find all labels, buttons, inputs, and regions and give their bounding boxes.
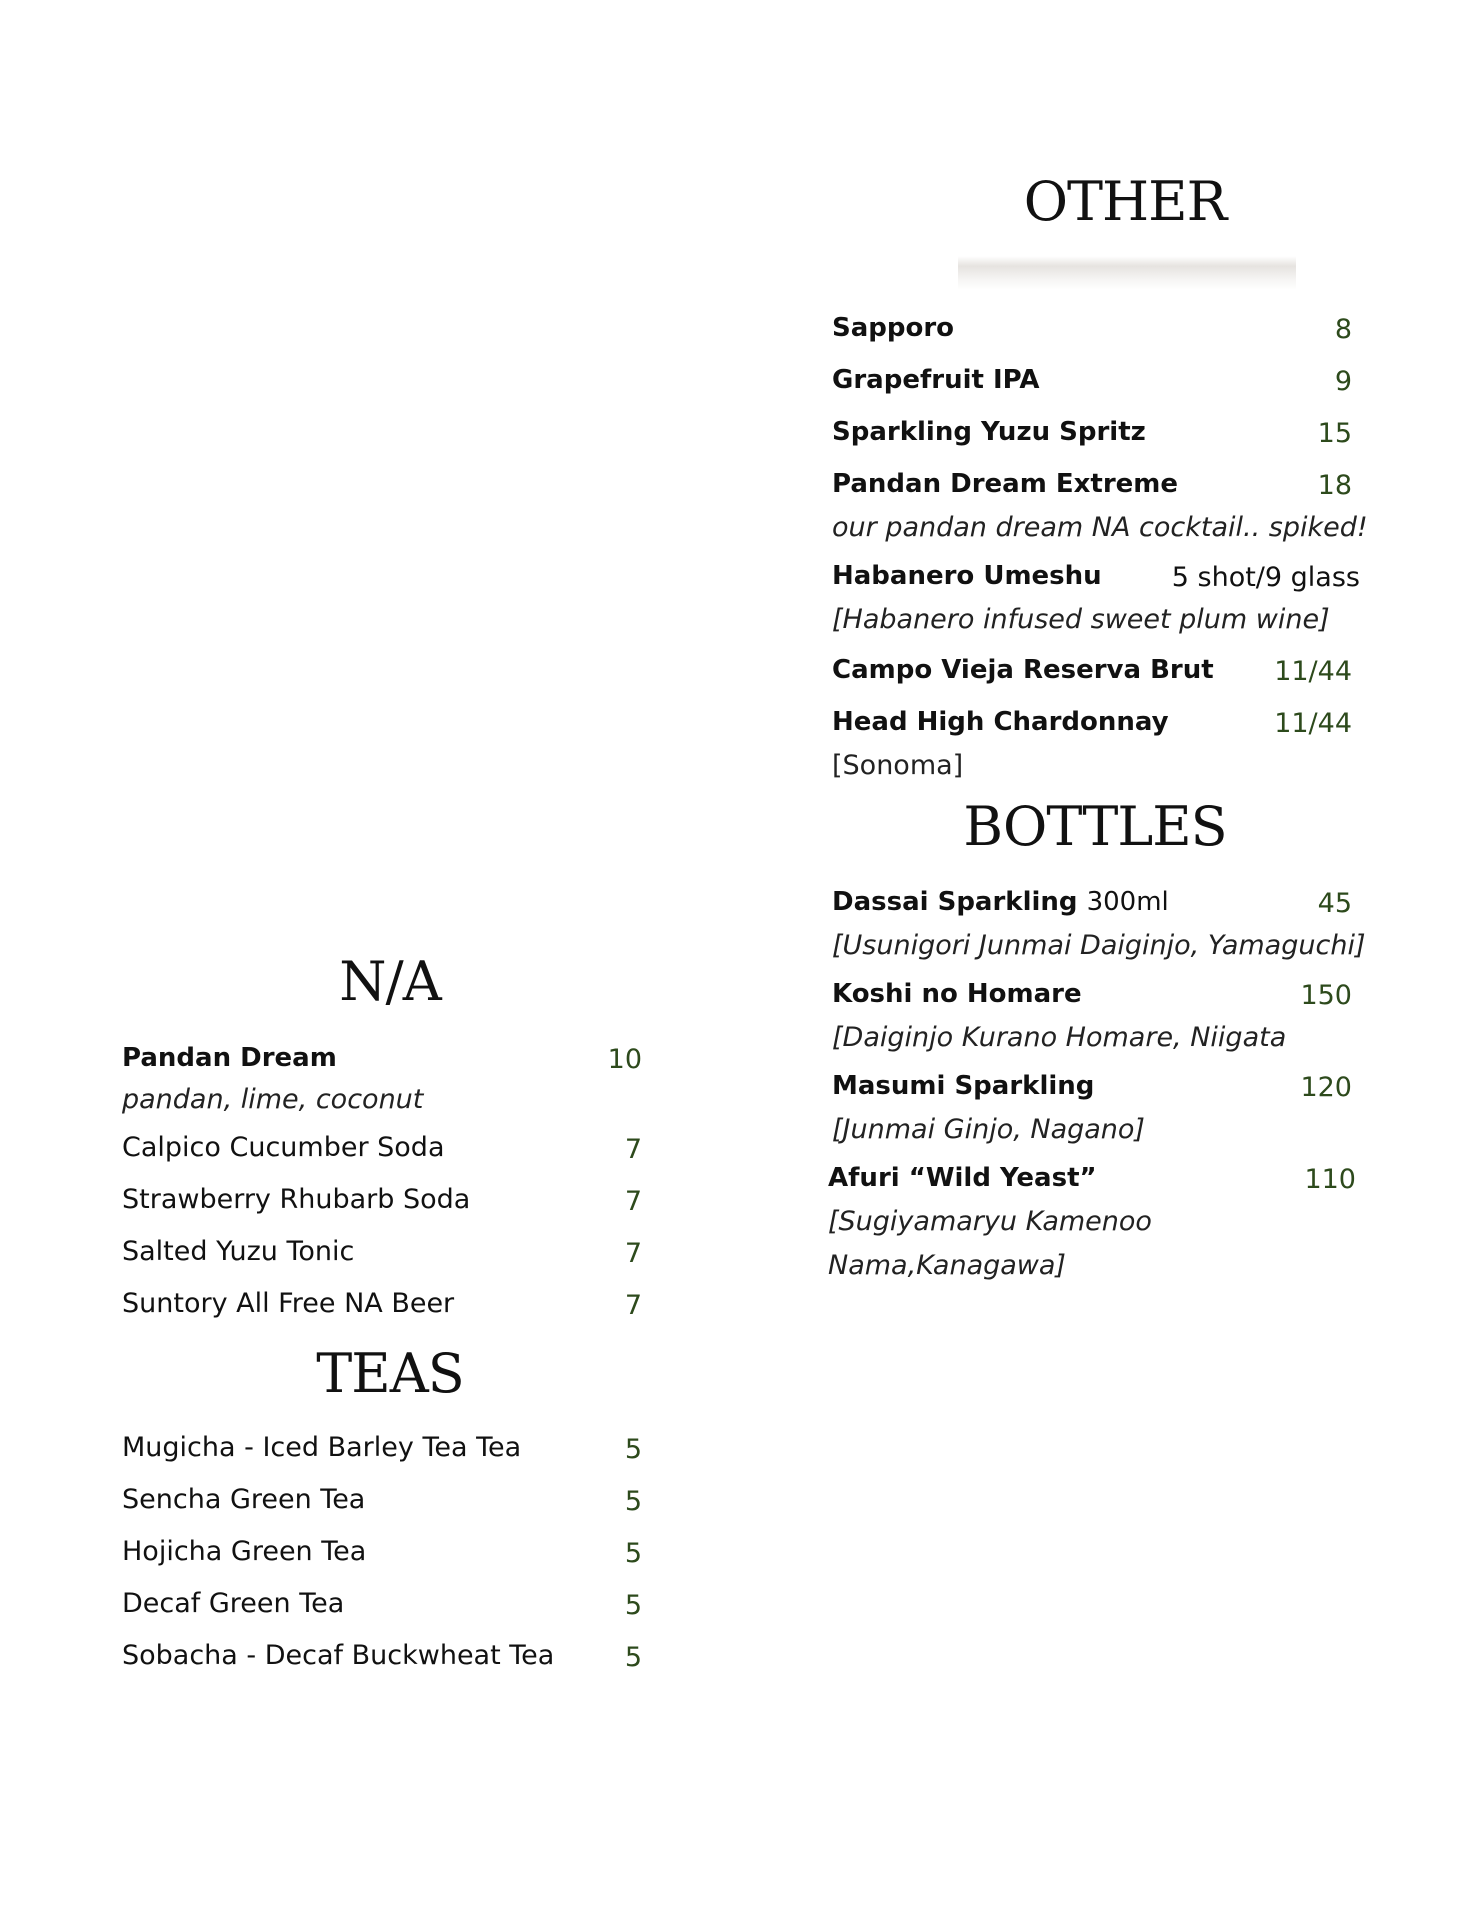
menu-item: [122, 1636, 642, 1676]
item-name: Mugicha - Iced Barley Tea Tea: [122, 1432, 522, 1463]
item-price: 5: [624, 1434, 642, 1465]
item-price: 7: [624, 1238, 642, 1269]
item-price: 110: [1304, 1164, 1356, 1195]
item-name: Afuri “Wild Yeast”: [828, 1163, 1097, 1193]
menu-item: [832, 702, 1352, 742]
item-name: Decaf Green Tea: [122, 1588, 345, 1619]
na-heading: N/A: [339, 950, 441, 1013]
item-description: [Daiginjo Kurano Homare, Niigata: [832, 1022, 1287, 1053]
item-price: 10: [607, 1044, 642, 1075]
item-price: 7: [624, 1134, 642, 1165]
menu-item: [122, 1180, 642, 1220]
item-price: 5: [624, 1642, 642, 1673]
menu-item: [122, 1038, 642, 1078]
item-name: Salted Yuzu Tonic: [122, 1236, 355, 1267]
item-name: Masumi Sparkling: [832, 1071, 1095, 1101]
menu-item: [832, 556, 1360, 596]
item-price: 45: [1317, 888, 1352, 919]
item-description: [Sonoma]: [832, 750, 964, 781]
menu-item: [832, 308, 1352, 348]
menu-item: [832, 974, 1352, 1014]
item-name: Head High Chardonnay: [832, 707, 1169, 737]
item-price: 120: [1300, 1072, 1352, 1103]
menu-item: [832, 464, 1352, 504]
item-description: [Sugiyamaryu Kamenoo: [828, 1206, 1152, 1237]
item-name: Hojicha Green Tea: [122, 1536, 367, 1567]
item-name: Sparkling Yuzu Spritz: [832, 417, 1146, 447]
item-price: 5: [624, 1590, 642, 1621]
item-name: Sapporo: [832, 313, 955, 343]
item-name: Strawberry Rhubarb Soda: [122, 1184, 471, 1215]
item-name: Campo Vieja Reserva Brut: [832, 655, 1214, 685]
item-price: 8: [1334, 314, 1352, 345]
item-price: 18: [1317, 470, 1352, 501]
bottles-heading: BOTTLES: [963, 795, 1227, 858]
menu-item: [122, 1532, 642, 1572]
item-price: 15: [1317, 418, 1352, 449]
menu-item: [122, 1584, 642, 1624]
item-description: [Habanero infused sweet plum wine]: [832, 604, 1330, 635]
menu-item: [832, 412, 1352, 452]
other-heading: OTHER: [1023, 170, 1227, 233]
item-description: pandan, lime, coconut: [122, 1084, 424, 1115]
item-price: 5: [624, 1486, 642, 1517]
item-description: our pandan dream NA cocktail.. spiked!: [832, 512, 1368, 543]
item-price: 5: [624, 1538, 642, 1569]
item-name: Calpico Cucumber Soda: [122, 1132, 445, 1163]
item-price: 5 shot/9 glass: [1171, 562, 1360, 593]
item-price: 9: [1334, 366, 1352, 397]
menu-item: [832, 882, 1352, 922]
teas-heading: TEAS: [316, 1342, 464, 1405]
heading-shadow-divider: [958, 256, 1296, 290]
item-price: 7: [624, 1290, 642, 1321]
item-name: Suntory All Free NA Beer: [122, 1288, 455, 1319]
menu-item: [832, 650, 1352, 690]
item-name: Koshi no Homare: [832, 979, 1082, 1009]
item-description: Nama,Kanagawa]: [828, 1250, 1066, 1281]
item-price: 11/44: [1274, 656, 1352, 687]
menu-item: [122, 1480, 642, 1520]
item-description: [Usunigori Junmai Daiginjo, Yamaguchi]: [832, 930, 1366, 961]
item-description: [Junmai Ginjo, Nagano]: [832, 1114, 1145, 1145]
item-name: [832, 882, 1169, 922]
item-size: 300ml: [1086, 887, 1169, 917]
item-name: Pandan Dream: [122, 1043, 337, 1073]
item-name-text: Dassai Sparkling: [832, 887, 1078, 917]
item-price: 7: [624, 1186, 642, 1217]
item-price: 11/44: [1274, 708, 1352, 739]
menu-item: [122, 1232, 642, 1272]
item-price: 150: [1300, 980, 1352, 1011]
menu-item: [122, 1284, 642, 1324]
menu-item: [828, 1158, 1356, 1198]
item-name: Pandan Dream Extreme: [832, 469, 1178, 499]
item-name: Habanero Umeshu: [832, 561, 1102, 591]
menu-item: [832, 360, 1352, 400]
menu-item: [122, 1428, 642, 1468]
item-name: Sobacha - Decaf Buckwheat Tea: [122, 1640, 555, 1671]
item-name: Grapefruit IPA: [832, 365, 1040, 395]
item-name: Sencha Green Tea: [122, 1484, 366, 1515]
menu-item: [832, 1066, 1352, 1106]
menu-item: [122, 1128, 642, 1168]
